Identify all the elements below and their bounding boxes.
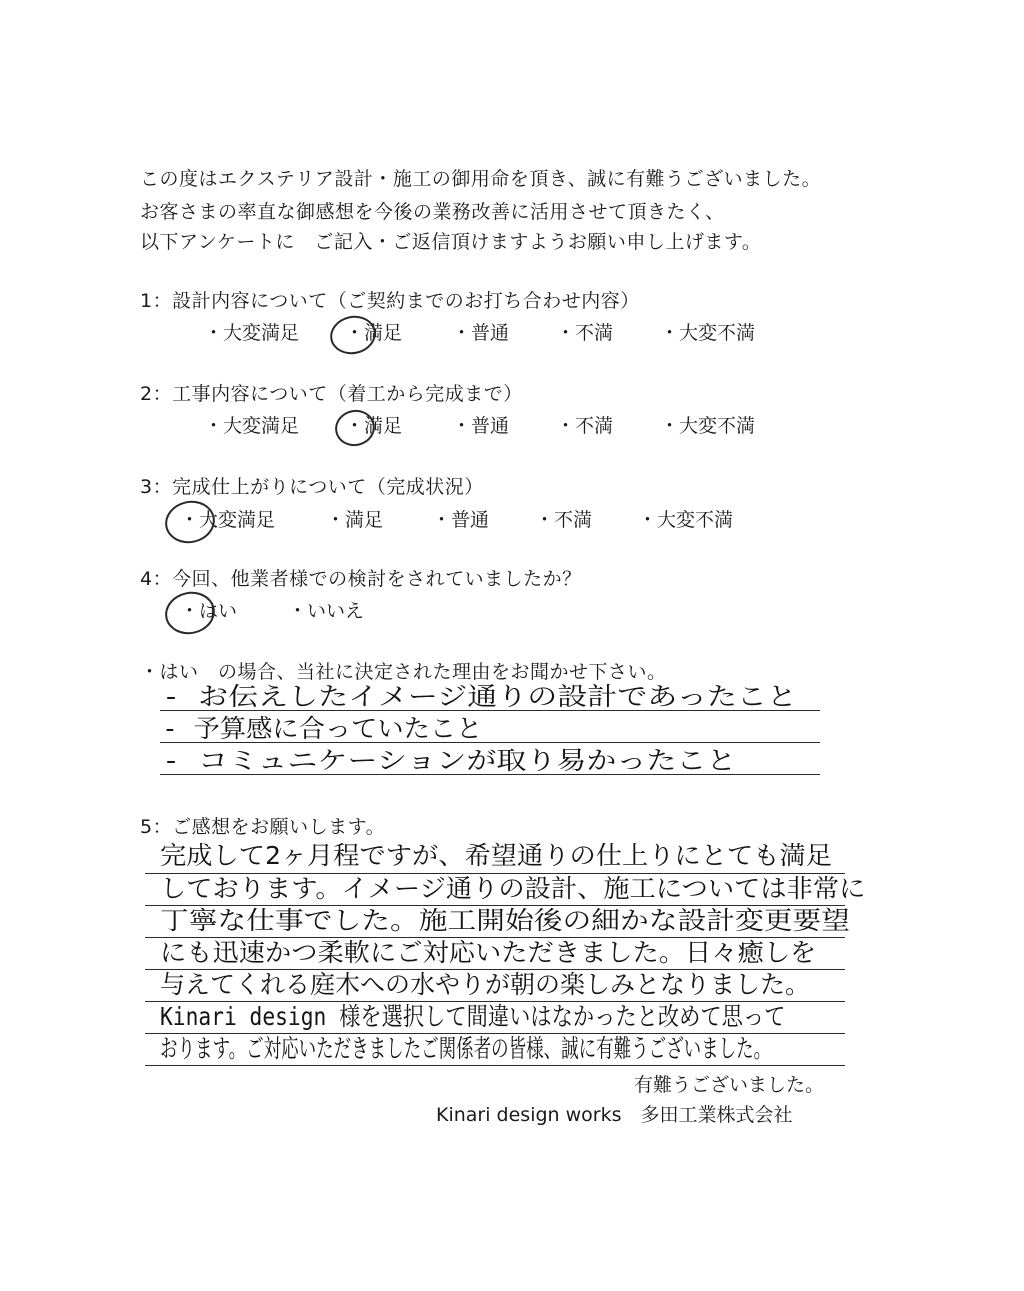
option-very-satisfied[interactable]: ・大変満足 [180, 509, 276, 531]
selection-circle-mark [161, 587, 219, 638]
selection-circle-mark [161, 496, 219, 547]
handwritten-comment: にも迅速かつ柔軟にご対応いただきました。日々癒しを [160, 938, 817, 967]
option-satisfied[interactable]: ・満足 [326, 509, 384, 531]
selection-circle-mark [327, 312, 380, 359]
handwritten-reason: - コミュニケーションが取り易かったこと [162, 746, 737, 775]
option-normal[interactable]: ・普通 [432, 509, 490, 531]
option-normal[interactable]: ・普通 [452, 415, 510, 437]
reasons-prompt: ・はい の場合、当社に決定された理由をお聞かせ下さい。 [140, 661, 667, 683]
handwritten-comment: しております。イメージ通りの設計、施工については非常に [160, 874, 866, 903]
question-1-title: 1：設計内容について（ご契約までのお打ち合わせ内容） [140, 290, 640, 312]
option-yes[interactable]: ・はい [180, 600, 238, 622]
option-dissatisfied[interactable]: ・不満 [556, 415, 614, 437]
option-very-dissatisfied[interactable]: ・大変不満 [660, 415, 756, 437]
option-no[interactable]: ・いいえ [288, 600, 365, 622]
intro-line-3: 以下アンケートに ご記入・ご返信頂けますようお願い申し上げます。 [140, 231, 762, 253]
option-very-satisfied[interactable]: ・大変満足 [204, 415, 300, 437]
option-very-satisfied[interactable]: ・大変満足 [204, 322, 300, 344]
option-very-dissatisfied[interactable]: ・大変不満 [660, 322, 756, 344]
handwritten-comment: おります。ご対応いただきましたご関係者の皆様、誠に有難うございました。 [160, 1034, 772, 1063]
option-dissatisfied[interactable]: ・不満 [535, 509, 593, 531]
handwritten-reason: - 予算感に合っていたこと [162, 714, 483, 743]
closing-thanks: 有難うございました。 [634, 1074, 825, 1096]
handwritten-comment: 完成して2ヶ月程ですが、希望通りの仕上りにとても満足 [160, 841, 833, 870]
selection-circle-mark [332, 406, 379, 450]
intro-line-2: お客さまの率直な御感想を今後の業務改善に活用させて頂きたく、 [140, 201, 725, 223]
intro-line-1: この度はエクステリア設計・施工の御用命を頂き、誠に有難うございました。 [140, 168, 822, 190]
option-satisfied[interactable]: ・満足 [345, 415, 403, 437]
handwritten-comment: 与えてくれる庭木への水やりが朝の楽しみとなりました。 [160, 970, 811, 999]
handwritten-comment: Kinari design 様を選択して間違いはなかったと改めて思って [160, 1002, 786, 1031]
comment-writing-line [145, 1065, 845, 1066]
question-4-title: 4：今回、他業者様での検討をされていましたか？ [140, 568, 582, 590]
comments-title: 5：ご感想をお願いします。 [140, 816, 386, 838]
question-2-title: 2：工事内容について（着工から完成まで） [140, 383, 523, 405]
option-dissatisfied[interactable]: ・不満 [556, 322, 614, 344]
option-very-dissatisfied[interactable]: ・大変不満 [638, 509, 734, 531]
company-signature: Kinari design works 多田工業株式会社 [436, 1104, 793, 1126]
option-normal[interactable]: ・普通 [452, 322, 510, 344]
handwritten-reason: - お伝えしたイメージ通りの設計であったこと [162, 682, 797, 711]
question-3-title: 3：完成仕上がりについて（完成状況） [140, 476, 484, 498]
handwritten-comment: 丁寧な仕事でした。施工開始後の細かな設計変更要望 [160, 906, 851, 935]
option-satisfied[interactable]: ・満足 [345, 322, 403, 344]
